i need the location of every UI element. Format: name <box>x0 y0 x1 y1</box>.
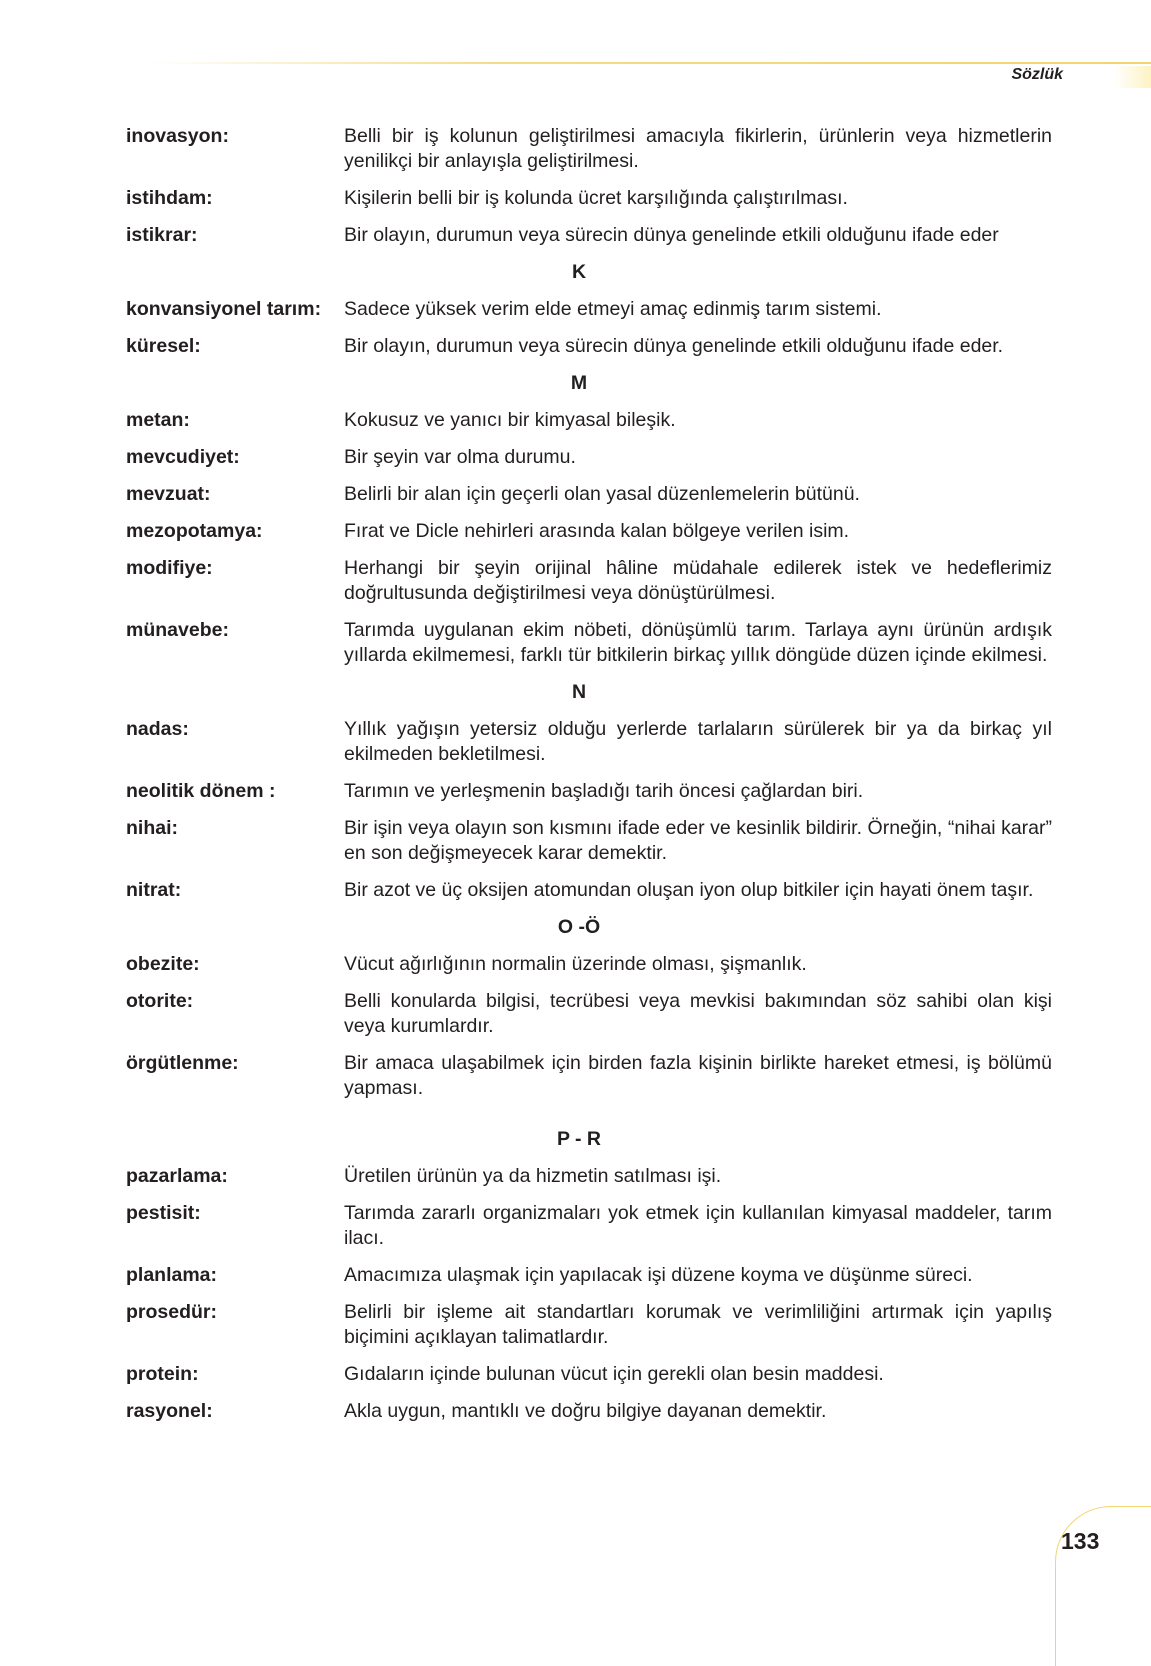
glossary-definition: Vücut ağırlığının normalin üzerinde olması, şişmanlık. <box>344 953 807 975</box>
glossary-term: istikrar: <box>126 224 198 246</box>
glossary-entry <box>126 1362 1052 1387</box>
glossary-entry <box>126 952 1052 977</box>
glossary-entry <box>126 186 1052 211</box>
glossary-term: planlama: <box>126 1264 218 1286</box>
glossary-term: pestisit: <box>126 1202 201 1224</box>
header-rule <box>150 62 1151 64</box>
glossary-term: pazarlama: <box>126 1165 228 1187</box>
glossary-definition: Belirli bir alan için geçerli olan yasal düzenlemelerin bütünü. <box>344 483 860 505</box>
glossary-definition: Akla uygun, mantıklı ve doğru bilgiye dayanan demektir. <box>344 1400 827 1422</box>
glossary-entry <box>126 618 1052 668</box>
glossary-term: rasyonel: <box>126 1400 213 1422</box>
glossary-entry <box>126 878 1052 903</box>
glossary-definition: Bir azot ve üç oksijen atomundan oluşan iyon olup bitkiler için hayati önem taşır. <box>344 879 1034 901</box>
glossary-entry <box>126 334 1052 359</box>
glossary-definition: Amacımıza ulaşmak için yapılacak işi düzene koyma ve düşünme süreci. <box>344 1264 973 1286</box>
glossary-definition: Belli konularda bilgisi, tecrübesi veya mevkisi bakımından söz sahibi olan kişi veya kurumlardır. <box>344 990 1052 1037</box>
glossary-entry <box>126 297 1052 322</box>
glossary-definition: Bir olayın, durumun veya sürecin dünya genelinde etkili olduğunu ifade eder. <box>344 335 1004 357</box>
glossary-entry <box>126 1164 1052 1189</box>
glossary-term: metan: <box>126 409 190 431</box>
glossary-term: mevcudiyet: <box>126 446 240 468</box>
glossary-definition: Bir şeyin var olma durumu. <box>344 446 576 468</box>
glossary-definition: Tarımda zararlı organizmaları yok etmek için kullanılan kimyasal maddeler, tarım ilacı. <box>344 1202 1052 1249</box>
glossary-term: nadas: <box>126 718 189 740</box>
glossary-entry <box>126 408 1052 433</box>
glossary-definition: Tarımda uygulanan ekim nöbeti, dönüşümlü tarım. Tarlaya aynı ürünün ardışık yıllarda ekilmemesi, farklı tür bitkilerin birkaç yıllık döngüde düzen içinde ekilmesi. <box>344 619 1052 666</box>
glossary-term: küresel: <box>126 335 201 357</box>
glossary-entry <box>126 816 1052 866</box>
glossary-term: nihai: <box>126 817 178 839</box>
glossary-entry <box>126 1201 1052 1251</box>
glossary-entry <box>126 989 1052 1039</box>
glossary-definition: Bir olayın, durumun veya sürecin dünya genelinde etkili olduğunu ifade eder <box>344 224 999 246</box>
glossary-definition: Gıdaların içinde bulunan vücut için gerekli olan besin maddesi. <box>344 1363 884 1385</box>
glossary-term: protein: <box>126 1363 199 1385</box>
glossary-definition: Üretilen ürünün ya da hizmetin satılması işi. <box>344 1165 722 1187</box>
glossary-entry <box>126 445 1052 470</box>
glossary-term: otorite: <box>126 990 194 1012</box>
glossary-entry <box>126 124 1052 174</box>
glossary-definition: Belirli bir işleme ait standartları korumak ve verimliliğini artırmak için yapılış biçimini açıklayan talimatlardır. <box>344 1301 1052 1348</box>
glossary-definition: Tarımın ve yerleşmenin başladığı tarih öncesi çağlardan biri. <box>344 780 864 802</box>
glossary-term: neolitik dönem : <box>126 780 276 802</box>
glossary-term: inovasyon: <box>126 125 229 147</box>
glossary-definition: Fırat ve Dicle nehirleri arasında kalan bölgeye verilen isim. <box>344 520 850 542</box>
glossary-entry <box>126 1051 1052 1101</box>
glossary-term: mezopotamya: <box>126 520 263 542</box>
glossary-definition: Belli bir iş kolunun geliştirilmesi amacıyla fikirlerin, ürünlerin veya hizmetlerin yenilikçi bir anlayışla geliştirilmesi. <box>344 125 1052 172</box>
section-letter-heading: N <box>571 681 587 703</box>
glossary-definition: Kişilerin belli bir iş kolunda ücret karşılığında çalıştırılması. <box>344 187 848 209</box>
glossary-entry <box>126 1300 1052 1350</box>
glossary-term: obezite: <box>126 953 200 975</box>
section-letter-heading: M <box>570 372 588 394</box>
glossary-definition: Bir işin veya olayın son kısmını ifade eder ve kesinlik bildirir. Örneğin, “nihai karar” en son değişmeyecek karar demektir. <box>344 817 1052 864</box>
page-header-title: Sözlük <box>1011 66 1063 83</box>
section-letter-heading: P - R <box>556 1128 602 1150</box>
glossary-term: modifiye: <box>126 557 213 579</box>
glossary-definition: Kokusuz ve yanıcı bir kimyasal bileşik. <box>344 409 676 431</box>
glossary-list <box>126 124 1052 1436</box>
glossary-definition: Herhangi bir şeyin orijinal hâline müdahale edilerek istek ve hedeflerimiz doğrultusunda değiştirilmesi veya dönüştürülmesi. <box>344 557 1052 604</box>
glossary-definition: Sadece yüksek verim elde etmeyi amaç edinmiş tarım sistemi. <box>344 298 882 320</box>
glossary-definition: Bir amaca ulaşabilmek için birden fazla kişinin birlikte hareket etmesi, iş bölümü yapması. <box>344 1052 1052 1099</box>
glossary-entry <box>126 1263 1052 1288</box>
glossary-term: konvansiyonel tarım: <box>126 298 322 320</box>
glossary-term: nitrat: <box>126 879 182 901</box>
section-letter-heading: O -Ö <box>557 916 601 938</box>
glossary-entry <box>126 223 1052 248</box>
glossary-entry <box>126 779 1052 804</box>
glossary-entry <box>126 519 1052 544</box>
section-letter-heading: K <box>571 261 587 283</box>
glossary-entry <box>126 717 1052 767</box>
glossary-entry <box>126 482 1052 507</box>
page-number: 133 <box>1061 1528 1100 1554</box>
glossary-entry <box>126 1399 1052 1424</box>
glossary-term: mevzuat: <box>126 483 211 505</box>
glossary-term: prosedür: <box>126 1301 218 1323</box>
glossary-term: örgütlenme: <box>126 1052 239 1074</box>
glossary-definition: Yıllık yağışın yetersiz olduğu yerlerde tarlaların sürülerek bir ya da birkaç yıl ekilmeden bekletilmesi. <box>344 718 1052 765</box>
glossary-term: istihdam: <box>126 187 213 209</box>
glossary-entry <box>126 556 1052 606</box>
glossary-term: münavebe: <box>126 619 229 641</box>
header-tab-decoration <box>1113 66 1151 88</box>
